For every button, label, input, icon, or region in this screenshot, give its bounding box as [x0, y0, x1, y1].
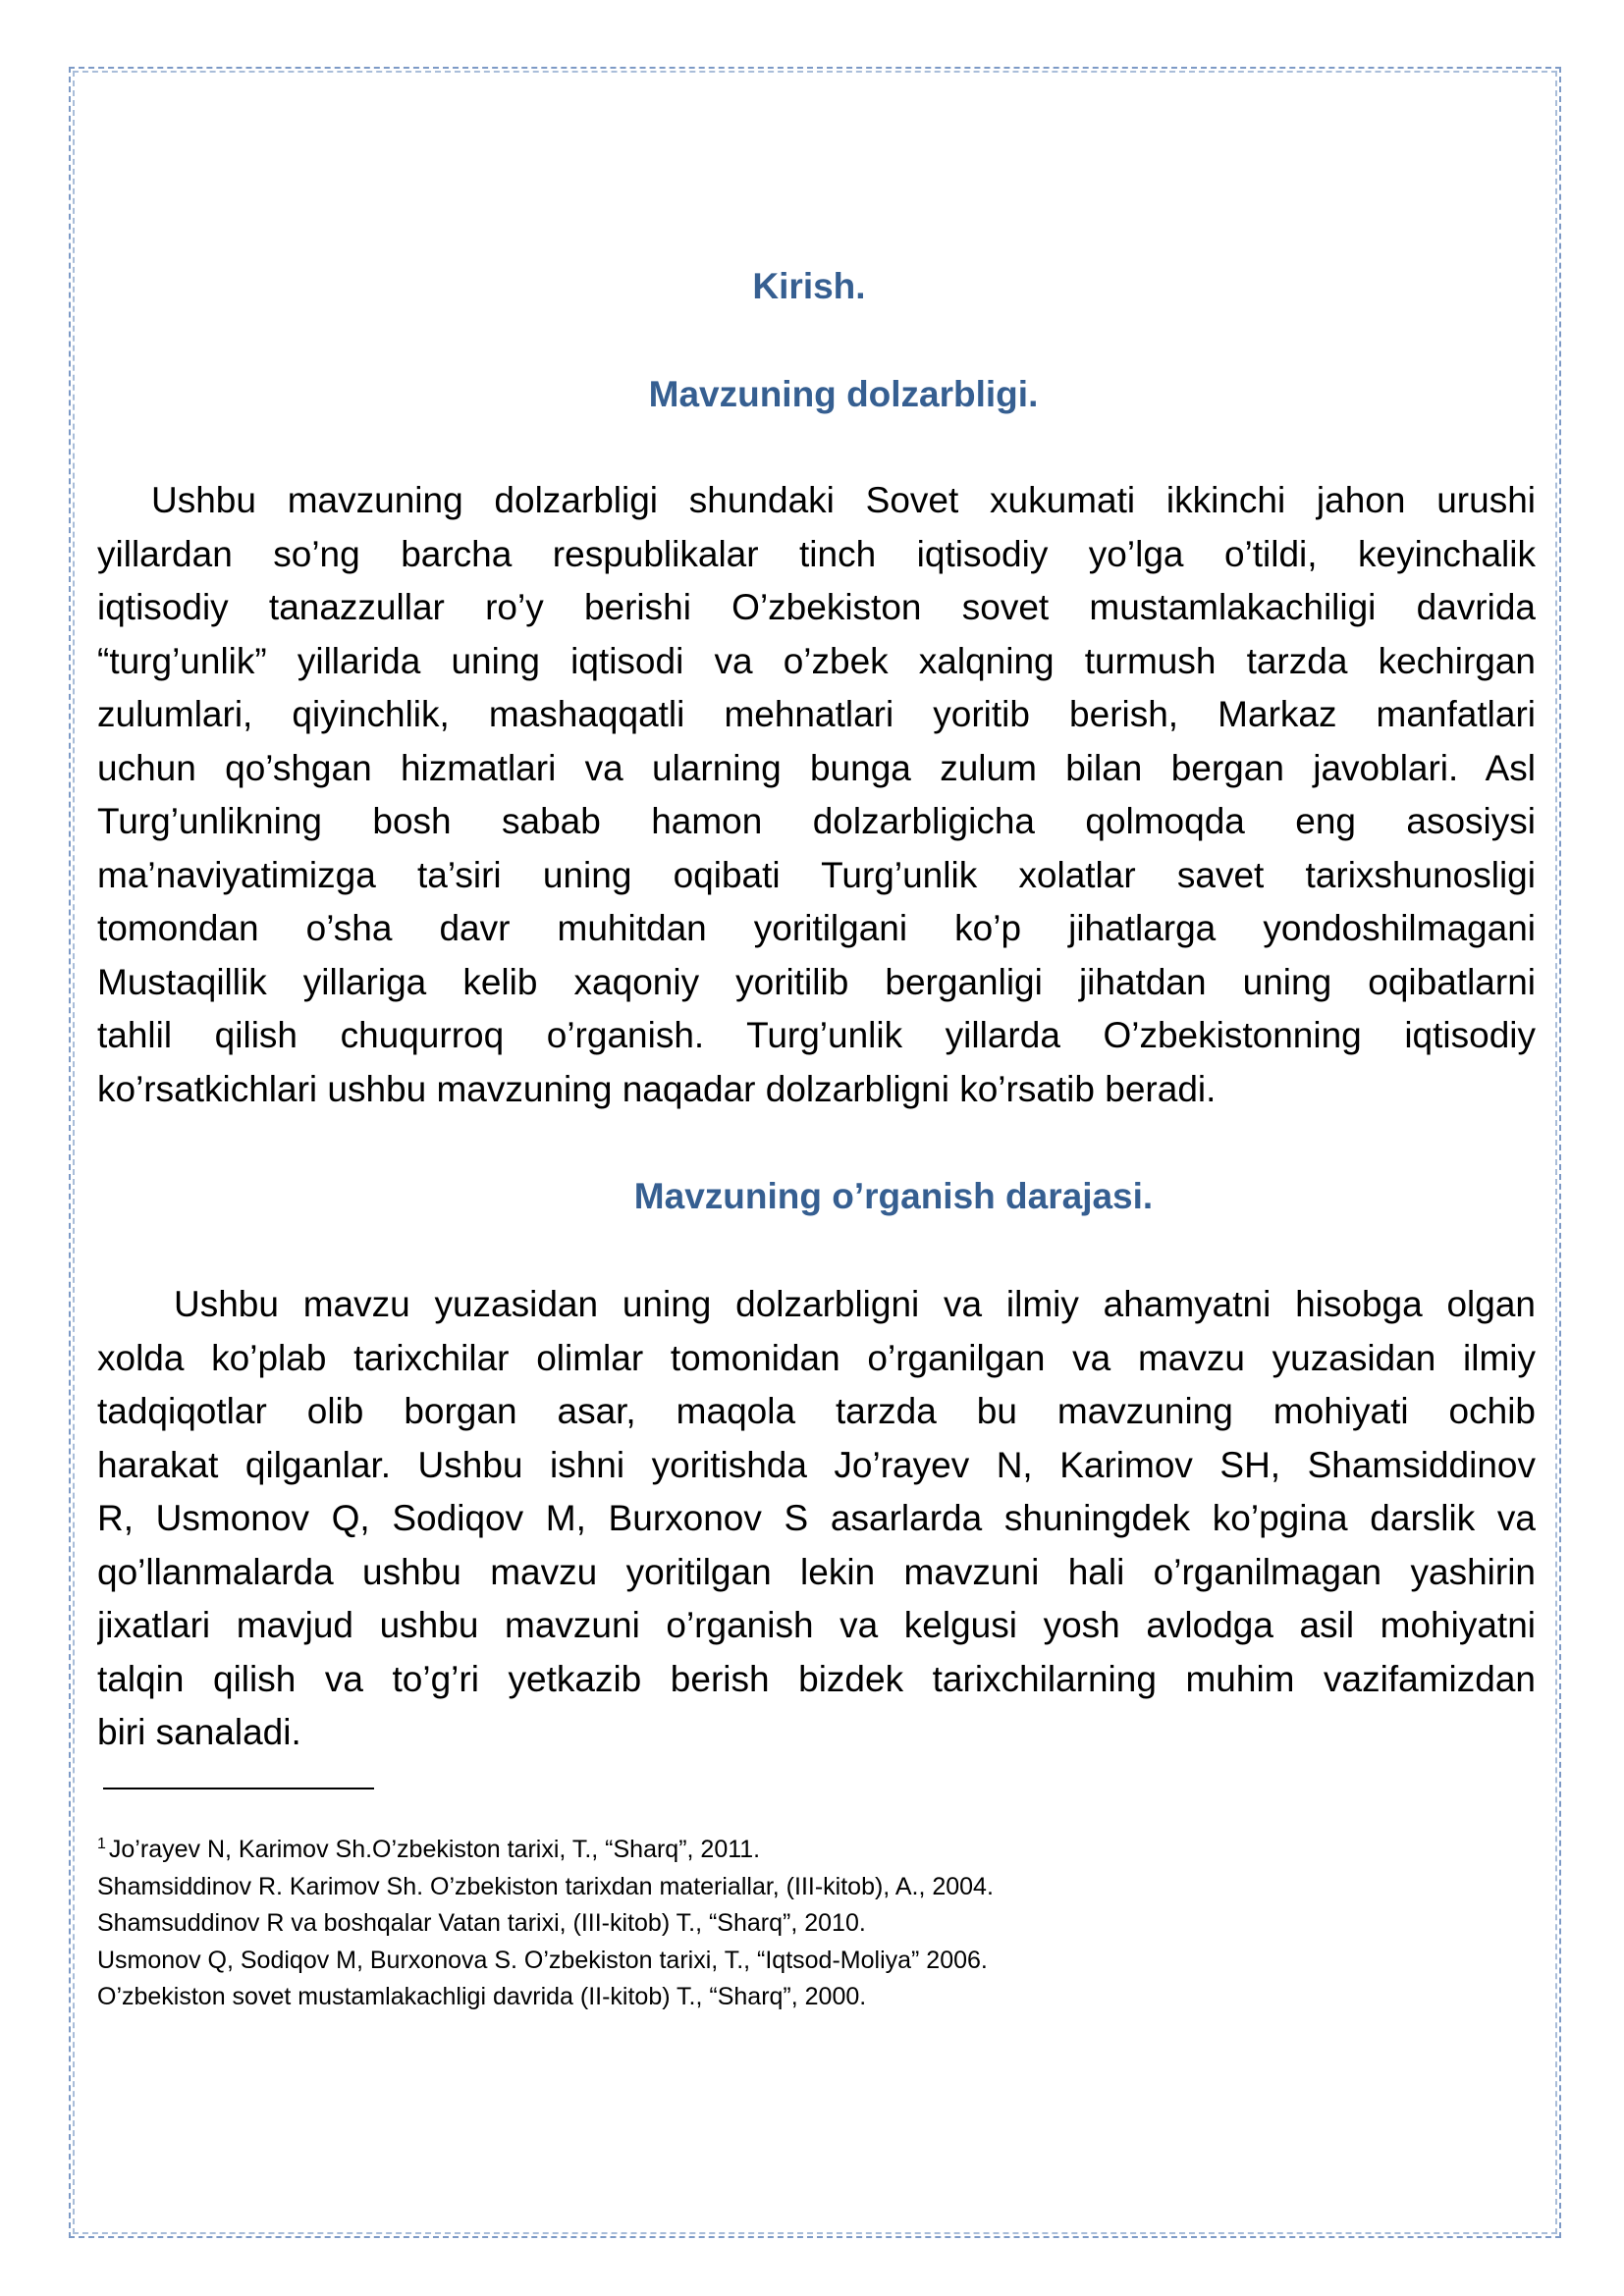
paragraph-relevance	[97, 474, 1536, 1116]
paragraph-line: ma’naviyatimizga ta’siri uning oqibati Turg’unlik xolatlar savet tarixshunosligi	[97, 854, 1536, 895]
footnote-line	[97, 1832, 1536, 1869]
paragraph-study-level	[97, 1278, 1536, 1760]
paragraph-line: iqtisodiy tanazzullar ro’y berishi O’zbekiston sovet mustamlakachiligi davrida	[97, 587, 1536, 627]
paragraph-line: tomondan o’sha davr muhitdan yoritilgani ko’p jihatlarga yondoshilmagani	[97, 908, 1536, 948]
footnote-text: Jo’rayev N, Karimov Sh.O’zbekiston tarixi, T., “Sharq”, 2011.	[108, 1836, 761, 1863]
footnote-line: O’zbekiston sovet mustamlakachligi davrida (II-kitob) T., “Sharq”, 2000.	[97, 1983, 867, 2010]
footnote-marker: 1	[97, 1835, 106, 1852]
paragraph-line: jixatlari mavjud ushbu mavzuni o’rganish va kelgusi yosh avlodga asil mohiyatni	[97, 1605, 1536, 1645]
paragraph-line: zulumlari, qiyinchlik, mashaqqatli mehnatlari yoritib berish, Markaz manfatlari	[97, 694, 1536, 734]
paragraph-line: Ushbu mavzuning dolzarbligi shundaki Sovet xukumati ikkinchi jahon urushi	[151, 480, 1536, 520]
footnote-line: Shamsuddinov R va boshqalar Vatan tarixi, (III-kitob) T., “Sharq”, 2010.	[97, 1909, 866, 1937]
paragraph-line: tadqiqotlar olib borgan asar, maqola tarzda bu mavzuning mohiyati ochib	[97, 1391, 1536, 1431]
paragraph-line: R, Usmonov Q, Sodiqov M, Burxonov S asarlarda shuningdek ko’pgina darslik va	[97, 1498, 1536, 1538]
paragraph-line: xolda ko’plab tarixchilar olimlar tomonidan o’rganilgan va mavzu yuzasidan ilmiy	[97, 1337, 1536, 1378]
footnote-line: Shamsiddinov R. Karimov Sh. O’zbekiston tarixdan materiallar, (III-kitob), A., 2004.	[97, 1872, 994, 1900]
paragraph-line: harakat qilganlar. Ushbu ishni yoritishda Jo’rayev N, Karimov SH, Shamsiddinov	[97, 1444, 1536, 1485]
paragraph-line: ko’rsatkichlari ushbu mavzuning naqadar dolzarbligni ko’rsatib beradi.	[97, 1068, 1217, 1109]
paragraph-line: qo’llanmalarda ushbu mavzu yoritilgan lekin mavzuni hali o’rganilmagan yashirin	[97, 1551, 1536, 1592]
paragraph-line: yillardan so’ng barcha respublikalar tinch iqtisodiy yo’lga o’tildi, keyinchalik	[97, 533, 1536, 574]
footnote-line: Usmonov Q, Sodiqov M, Burxonova S. O’zbekiston tarixi, T., “Iqtsod-Moliya” 2006.	[97, 1946, 988, 1974]
paragraph-line: tahlil qilish chuqurroq o’rganish. Turg’unlik yillarda O’zbekistonning iqtisodiy	[97, 1015, 1536, 1055]
paragraph-line: Ushbu mavzu yuzasidan uning dolzarbligni va ilmiy ahamyatni hisobga olgan	[174, 1284, 1536, 1324]
footnote-separator	[103, 1788, 374, 1789]
paragraph-line: Turg’unlikning bosh sabab hamon dolzarbligicha qolmoqda eng asosiysi	[97, 801, 1536, 841]
page-title: Kirish.	[752, 266, 866, 306]
section-heading-relevance: Mavzuning dolzarbligi.	[648, 374, 1039, 414]
paragraph-line: uchun qo’shgan hizmatlari va ularning bunga zulum bilan bergan javoblari. Asl	[97, 747, 1536, 788]
footnotes	[97, 1832, 1536, 2016]
paragraph-line: “turg’unlik” yillarida uning iqtisodi va o’zbek xalqning turmush tarzda kechirgan	[97, 640, 1536, 681]
paragraph-line: talqin qilish va to’g’ri yetkazib berish bizdek tarixchilarning muhim vazifamizdan	[97, 1658, 1536, 1699]
paragraph-line: Mustaqillik yillariga kelib xaqoniy yoritilib berganligi jihatdan uning oqibatlarni	[97, 961, 1536, 1002]
section-heading-study-level: Mavzuning o’rganish darajasi.	[633, 1176, 1154, 1216]
paragraph-line: biri sanaladi.	[97, 1712, 301, 1752]
